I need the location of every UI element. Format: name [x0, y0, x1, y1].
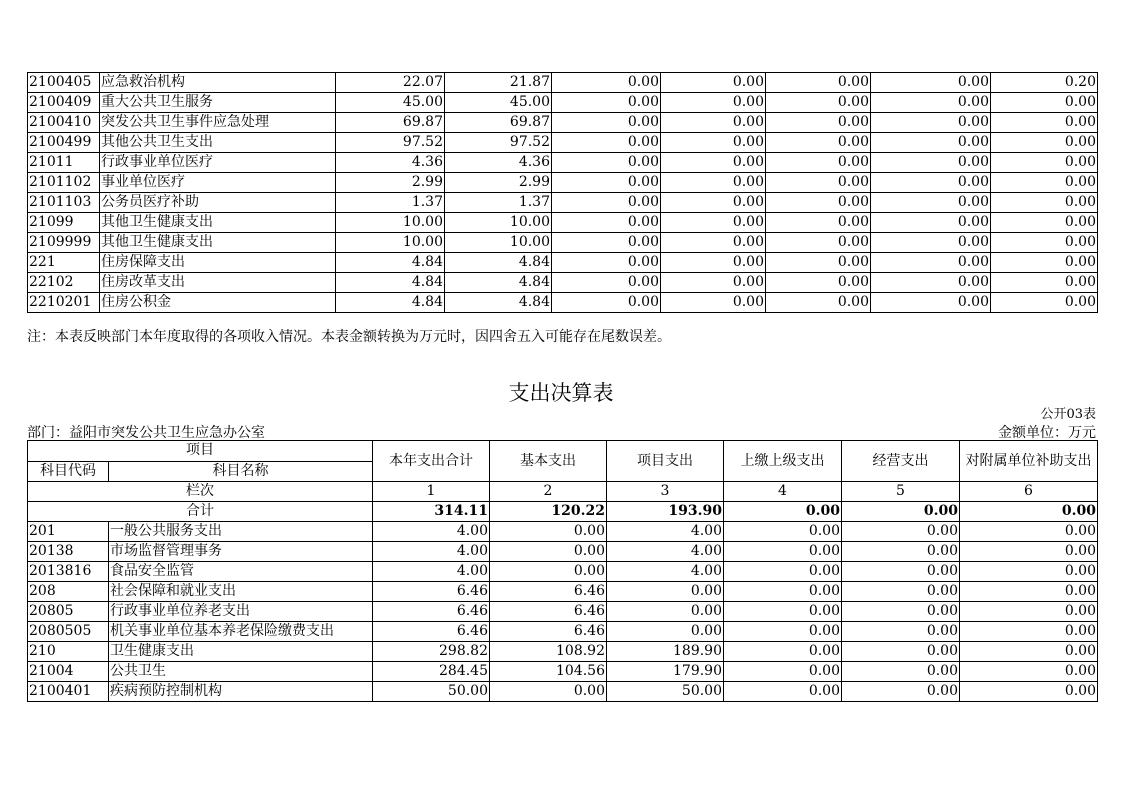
- amount-cell: 0.00: [871, 173, 991, 193]
- amount-cell: 4.84: [445, 273, 552, 293]
- subject-code: 21011: [28, 153, 100, 173]
- amount-cell: 0.00: [724, 642, 842, 662]
- amount-cell: 0.00: [607, 582, 724, 602]
- amount-cell: 0.00: [766, 133, 871, 153]
- row-number-label: 栏次: [28, 482, 373, 502]
- amount-cell: 0.00: [490, 562, 607, 582]
- subject-code: 2100499: [28, 133, 100, 153]
- amount-cell: 0.00: [960, 642, 1098, 662]
- subject-code: 20805: [28, 602, 109, 622]
- table-row: [28, 73, 1098, 93]
- amount-cell: 4.00: [607, 562, 724, 582]
- amount-cell: 21.87: [445, 73, 552, 93]
- subject-name: 住房公积金: [100, 293, 336, 313]
- subject-name: 行政事业单位养老支出: [109, 602, 373, 622]
- amount-cell: 0.00: [661, 113, 766, 133]
- subject-name: 疾病预防控制机构: [109, 682, 373, 702]
- amount-cell: 298.82: [373, 642, 490, 662]
- amount-cell: 6.46: [373, 582, 490, 602]
- amount-cell: 0.00: [991, 253, 1098, 273]
- table-row: [28, 193, 1098, 213]
- amount-cell: 0.00: [552, 293, 661, 313]
- subject-name: 住房保障支出: [100, 253, 336, 273]
- amount-cell: 0.00: [661, 293, 766, 313]
- total-value: 193.90: [607, 502, 724, 522]
- amount-cell: 0.00: [842, 662, 960, 682]
- subject-code: 210: [28, 642, 109, 662]
- amount-cell: 6.46: [373, 622, 490, 642]
- header-subject-name: 科目名称: [109, 461, 373, 482]
- amount-cell: 0.00: [552, 153, 661, 173]
- amount-cell: 0.00: [871, 193, 991, 213]
- amount-cell: 0.00: [991, 213, 1098, 233]
- amount-cell: 0.00: [490, 522, 607, 542]
- amount-cell: 6.46: [373, 602, 490, 622]
- total-row: [28, 502, 1098, 522]
- amount-cell: 0.00: [661, 133, 766, 153]
- amount-cell: 0.00: [724, 542, 842, 562]
- amount-cell: 0.00: [766, 253, 871, 273]
- amount-cell: 4.84: [445, 293, 552, 313]
- amount-cell: 0.00: [842, 562, 960, 582]
- amount-cell: 4.84: [336, 293, 445, 313]
- amount-cell: 97.52: [445, 133, 552, 153]
- header-col-6: 对附属单位补助支出: [960, 441, 1098, 482]
- table-row: [28, 253, 1098, 273]
- amount-cell: 0.00: [766, 293, 871, 313]
- subject-name: 重大公共卫生服务: [100, 93, 336, 113]
- subject-code: 2100410: [28, 113, 100, 133]
- amount-cell: 4.36: [336, 153, 445, 173]
- subject-code: 221: [28, 253, 100, 273]
- amount-cell: 0.00: [991, 273, 1098, 293]
- header-col-4: 上缴上级支出: [724, 441, 842, 482]
- amount-cell: 0.00: [991, 133, 1098, 153]
- department-label: 部门：益阳市突发公共卫生应急办公室: [27, 425, 265, 441]
- table-row: [28, 153, 1098, 173]
- row-number: 2: [490, 482, 607, 502]
- table-row: [28, 602, 1098, 622]
- subject-code: 2101102: [28, 173, 100, 193]
- table-row: [28, 522, 1098, 542]
- amount-cell: 2.99: [336, 173, 445, 193]
- total-label: 合计: [28, 502, 373, 522]
- amount-cell: 0.00: [766, 93, 871, 113]
- amount-cell: 0.00: [960, 622, 1098, 642]
- table-row: [28, 642, 1098, 662]
- table-row: [28, 293, 1098, 313]
- amount-cell: 0.00: [661, 193, 766, 213]
- subject-code: 2100409: [28, 93, 100, 113]
- amount-cell: 0.00: [842, 642, 960, 662]
- amount-cell: 0.00: [991, 153, 1098, 173]
- amount-cell: 0.00: [766, 213, 871, 233]
- amount-cell: 0.00: [552, 113, 661, 133]
- row-number: 1: [373, 482, 490, 502]
- subject-name: 行政事业单位医疗: [100, 153, 336, 173]
- subject-name: 突发公共卫生事件应急处理: [100, 113, 336, 133]
- amount-cell: 10.00: [336, 233, 445, 253]
- amount-cell: 0.00: [766, 233, 871, 253]
- amount-cell: 0.20: [991, 73, 1098, 93]
- subject-code: 2100401: [28, 682, 109, 702]
- amount-cell: 0.00: [960, 682, 1098, 702]
- header-col-3: 项目支出: [607, 441, 724, 482]
- subject-name: 卫生健康支出: [109, 642, 373, 662]
- row-number: 5: [842, 482, 960, 502]
- table-row: [28, 682, 1098, 702]
- amount-cell: 0.00: [960, 662, 1098, 682]
- table-row: [28, 233, 1098, 253]
- amount-cell: 10.00: [336, 213, 445, 233]
- amount-cell: 0.00: [991, 173, 1098, 193]
- amount-cell: 0.00: [552, 133, 661, 153]
- amount-cell: 4.00: [373, 522, 490, 542]
- header-item: 项目: [28, 441, 373, 462]
- amount-cell: 0.00: [661, 273, 766, 293]
- amount-cell: 6.46: [490, 582, 607, 602]
- table-row: [28, 662, 1098, 682]
- amount-cell: 0.00: [552, 233, 661, 253]
- subject-name: 事业单位医疗: [100, 173, 336, 193]
- amount-cell: 0.00: [661, 213, 766, 233]
- amount-cell: 22.07: [336, 73, 445, 93]
- table-row: [28, 213, 1098, 233]
- subject-code: 20138: [28, 542, 109, 562]
- amount-cell: 0.00: [871, 233, 991, 253]
- amount-cell: 4.84: [336, 273, 445, 293]
- subject-code: 201: [28, 522, 109, 542]
- table-row: [28, 173, 1098, 193]
- table-row: [28, 133, 1098, 153]
- amount-cell: 0.00: [991, 113, 1098, 133]
- amount-cell: 0.00: [871, 113, 991, 133]
- amount-cell: 108.92: [490, 642, 607, 662]
- amount-cell: 4.00: [373, 542, 490, 562]
- amount-cell: 0.00: [724, 562, 842, 582]
- subject-code: 2101103: [28, 193, 100, 213]
- amount-cell: 0.00: [766, 73, 871, 93]
- amount-cell: 0.00: [552, 93, 661, 113]
- header-col-5: 经营支出: [842, 441, 960, 482]
- amount-cell: 0.00: [842, 542, 960, 562]
- row-number: 6: [960, 482, 1098, 502]
- subject-name: 应急救治机构: [100, 73, 336, 93]
- amount-cell: 45.00: [336, 93, 445, 113]
- amount-cell: 0.00: [724, 662, 842, 682]
- amount-cell: 0.00: [842, 682, 960, 702]
- subject-code: 208: [28, 582, 109, 602]
- amount-cell: 0.00: [724, 582, 842, 602]
- amount-cell: 0.00: [607, 602, 724, 622]
- amount-cell: 0.00: [766, 113, 871, 133]
- amount-cell: 0.00: [661, 253, 766, 273]
- unit-label: 金额单位：万元: [998, 425, 1096, 441]
- total-value: 120.22: [490, 502, 607, 522]
- amount-cell: 10.00: [445, 233, 552, 253]
- amount-cell: 0.00: [991, 93, 1098, 113]
- amount-cell: 50.00: [607, 682, 724, 702]
- amount-cell: 6.46: [490, 622, 607, 642]
- amount-cell: 104.56: [490, 662, 607, 682]
- table-row: [28, 622, 1098, 642]
- amount-cell: 0.00: [871, 273, 991, 293]
- amount-cell: 189.90: [607, 642, 724, 662]
- amount-cell: 4.00: [607, 542, 724, 562]
- amount-cell: 45.00: [445, 93, 552, 113]
- amount-cell: 50.00: [373, 682, 490, 702]
- amount-cell: 1.37: [336, 193, 445, 213]
- amount-cell: 0.00: [960, 522, 1098, 542]
- amount-cell: 0.00: [842, 582, 960, 602]
- amount-cell: 0.00: [766, 193, 871, 213]
- amount-cell: 0.00: [661, 173, 766, 193]
- amount-cell: 0.00: [607, 622, 724, 642]
- subject-name: 机关事业单位基本养老保险缴费支出: [109, 622, 373, 642]
- subject-name: 食品安全监管: [109, 562, 373, 582]
- row-number: 3: [607, 482, 724, 502]
- table-row: [28, 273, 1098, 293]
- subject-name: 公务员医疗补助: [100, 193, 336, 213]
- income-table-continued: [27, 72, 1098, 313]
- subject-code: 22102: [28, 273, 100, 293]
- amount-cell: 0.00: [871, 253, 991, 273]
- amount-cell: 0.00: [552, 73, 661, 93]
- subject-name: 公共卫生: [109, 662, 373, 682]
- subject-code: 2013816: [28, 562, 109, 582]
- amount-cell: 0.00: [960, 542, 1098, 562]
- subject-code: 2080505: [28, 622, 109, 642]
- amount-cell: 0.00: [490, 542, 607, 562]
- table-row: [28, 542, 1098, 562]
- amount-cell: 2.99: [445, 173, 552, 193]
- subject-code: 2210201: [28, 293, 100, 313]
- amount-cell: 0.00: [661, 93, 766, 113]
- page-title: 支出决算表: [508, 381, 614, 405]
- amount-cell: 0.00: [552, 213, 661, 233]
- amount-cell: 0.00: [991, 193, 1098, 213]
- amount-cell: 0.00: [871, 133, 991, 153]
- total-value: 0.00: [842, 502, 960, 522]
- form-code: 公开03表: [1040, 407, 1096, 422]
- total-value: 0.00: [724, 502, 842, 522]
- expense-table: [27, 440, 1098, 702]
- amount-cell: 0.00: [724, 602, 842, 622]
- amount-cell: 69.87: [445, 113, 552, 133]
- subject-name: 其他卫生健康支出: [100, 213, 336, 233]
- amount-cell: 0.00: [766, 173, 871, 193]
- amount-cell: 0.00: [724, 622, 842, 642]
- amount-cell: 0.00: [661, 73, 766, 93]
- amount-cell: 0.00: [871, 153, 991, 173]
- amount-cell: 0.00: [552, 173, 661, 193]
- amount-cell: 0.00: [960, 562, 1098, 582]
- amount-cell: 0.00: [960, 582, 1098, 602]
- amount-cell: 0.00: [960, 602, 1098, 622]
- header-col-2: 基本支出: [490, 441, 607, 482]
- amount-cell: 0.00: [661, 233, 766, 253]
- amount-cell: 0.00: [991, 293, 1098, 313]
- table-row: [28, 93, 1098, 113]
- amount-cell: 0.00: [724, 522, 842, 542]
- subject-name: 社会保障和就业支出: [109, 582, 373, 602]
- amount-cell: 0.00: [552, 273, 661, 293]
- table-row: [28, 113, 1098, 133]
- amount-cell: 4.00: [373, 562, 490, 582]
- subject-name: 一般公共服务支出: [109, 522, 373, 542]
- amount-cell: 179.90: [607, 662, 724, 682]
- amount-cell: 0.00: [766, 153, 871, 173]
- amount-cell: 4.36: [445, 153, 552, 173]
- table-row: [28, 582, 1098, 602]
- row-number: 4: [724, 482, 842, 502]
- total-value: 0.00: [960, 502, 1098, 522]
- subject-name: 其他卫生健康支出: [100, 233, 336, 253]
- amount-cell: 97.52: [336, 133, 445, 153]
- amount-cell: 0.00: [552, 193, 661, 213]
- subject-code: 21099: [28, 213, 100, 233]
- amount-cell: 0.00: [661, 153, 766, 173]
- amount-cell: 1.37: [445, 193, 552, 213]
- amount-cell: 0.00: [490, 682, 607, 702]
- header-col-1: 本年支出合计: [373, 441, 490, 482]
- amount-cell: 284.45: [373, 662, 490, 682]
- total-value: 314.11: [373, 502, 490, 522]
- amount-cell: 0.00: [871, 73, 991, 93]
- amount-cell: 0.00: [766, 273, 871, 293]
- amount-cell: 0.00: [724, 682, 842, 702]
- header-subject-code: 科目代码: [28, 461, 109, 482]
- amount-cell: 0.00: [871, 213, 991, 233]
- subject-code: 2100405: [28, 73, 100, 93]
- amount-cell: 0.00: [842, 622, 960, 642]
- amount-cell: 4.84: [336, 253, 445, 273]
- amount-cell: 69.87: [336, 113, 445, 133]
- amount-cell: 0.00: [871, 93, 991, 113]
- table-row: [28, 562, 1098, 582]
- subject-name: 市场监督管理事务: [109, 542, 373, 562]
- amount-cell: 0.00: [871, 293, 991, 313]
- amount-cell: 0.00: [842, 522, 960, 542]
- amount-cell: 0.00: [552, 253, 661, 273]
- subject-code: 21004: [28, 662, 109, 682]
- amount-cell: 6.46: [490, 602, 607, 622]
- amount-cell: 0.00: [991, 233, 1098, 253]
- amount-cell: 4.00: [607, 522, 724, 542]
- subject-name: 住房改革支出: [100, 273, 336, 293]
- subject-code: 2109999: [28, 233, 100, 253]
- amount-cell: 4.84: [445, 253, 552, 273]
- amount-cell: 0.00: [842, 602, 960, 622]
- amount-cell: 10.00: [445, 213, 552, 233]
- table-note: 注：本表反映部门本年度取得的各项收入情况。本表金额转换为万元时，因四舍五入可能存在尾数误差。: [27, 329, 671, 345]
- subject-name: 其他公共卫生支出: [100, 133, 336, 153]
